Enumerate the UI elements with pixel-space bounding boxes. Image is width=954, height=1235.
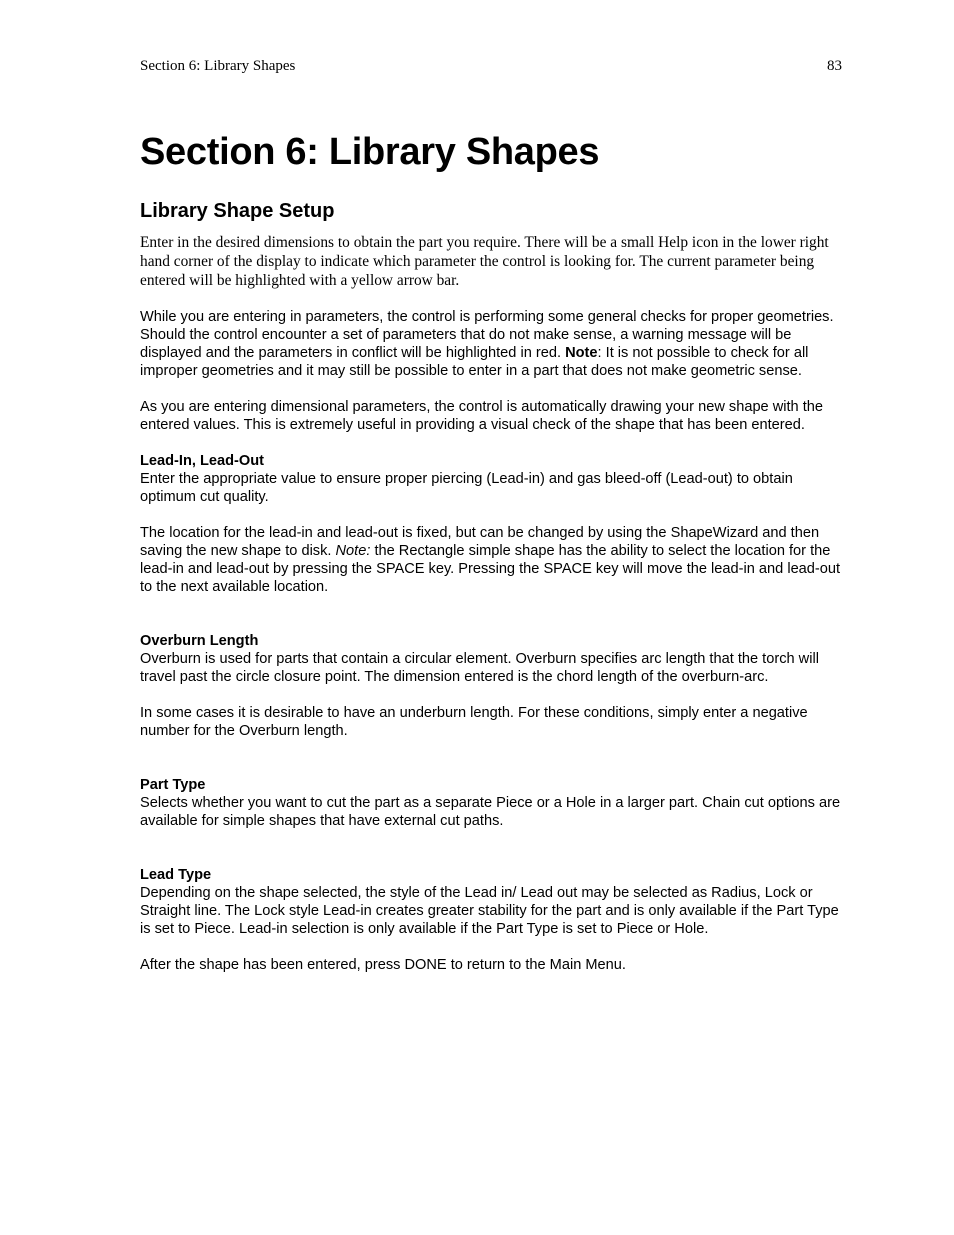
page-content — [140, 128, 842, 974]
underburn-paragraph: In some cases it is desirable to have an underburn length. For these conditions, simply enter a negative number for the Overburn length. — [140, 705, 808, 739]
note-label: Note — [565, 345, 598, 361]
lead-type-heading: Lead Type — [140, 867, 212, 883]
lead-location-note-label: Note: — [335, 543, 371, 559]
overburn-heading: Overburn Length — [140, 633, 259, 649]
part-type-heading: Part Type — [140, 777, 206, 793]
geometry-checks-note-text: : It is not possible to check for all improper geometries and it may still be possible to enter in a part that does not make geometric sense. — [140, 345, 809, 379]
running-header — [140, 57, 842, 75]
setup-intro-paragraph: Enter in the desired dimensions to obtain the part you require. There will be a small Help icon in the lower right hand corner of the display to indicate which parameter the control is looking for. The current parameter being entered will be highlighted with a yellow arrow bar. — [140, 234, 829, 289]
done-paragraph: After the shape has been entered, press DONE to return to the Main Menu. — [140, 957, 626, 973]
lead-location-text: The location for the lead-in and lead-out is fixed, but can be changed by using the ShapeWizard and then saving the new shape to disk. — [140, 525, 820, 559]
geometry-checks-paragraph — [140, 308, 842, 380]
setup-heading: Library Shape Setup — [140, 200, 335, 222]
running-title: Section 6: Library Shapes — [140, 58, 296, 74]
geometry-checks-text: While you are entering in parameters, the control is performing some general checks for proper geometries. Should the control encounter a set of parameters that do not make sense, a warning message will be displayed and the parameters in conflict will be highlighted in red. — [140, 309, 834, 361]
lead-location-paragraph — [140, 524, 842, 596]
part-type-paragraph: Selects whether you want to cut the part as a separate Piece or a Hole in a larger part. Chain cut options are available for simple shapes that have external cut paths. — [140, 795, 841, 829]
lead-in-out-paragraph: Enter the appropriate value to ensure proper piercing (Lead-in) and gas bleed-off (Lead-out) to obtain optimum cut quality. — [140, 471, 793, 505]
section-title: Section 6: Library Shapes — [140, 131, 600, 173]
lead-in-out-heading: Lead-In, Lead-Out — [140, 453, 265, 469]
lead-location-note-text: the Rectangle simple shape has the ability to select the location for the lead-in and lead-out by pressing the SPACE key. Pressing the SPACE key will move the lead-in and lead-out to the next available location. — [140, 543, 841, 595]
lead-type-paragraph: Depending on the shape selected, the style of the Lead in/ Lead out may be selected as Radius, Lock or Straight line. The Lock style Lead-in creates greater stability for the part and is only available if the Part Type is set to Piece. Lead-in selection is only available if the Part Type is set to Piece or Hole. — [140, 885, 839, 937]
drawing-paragraph: As you are entering dimensional parameters, the control is automatically drawing your new shape with the entered values. This is extremely useful in providing a visual check of the shape that has been entered. — [140, 399, 824, 433]
page-number: 83 — [827, 58, 842, 74]
overburn-paragraph: Overburn is used for parts that contain a circular element. Overburn specifies arc length that the torch will travel past the circle closure point. The dimension entered is the chord length of the overburn-arc. — [140, 651, 819, 685]
